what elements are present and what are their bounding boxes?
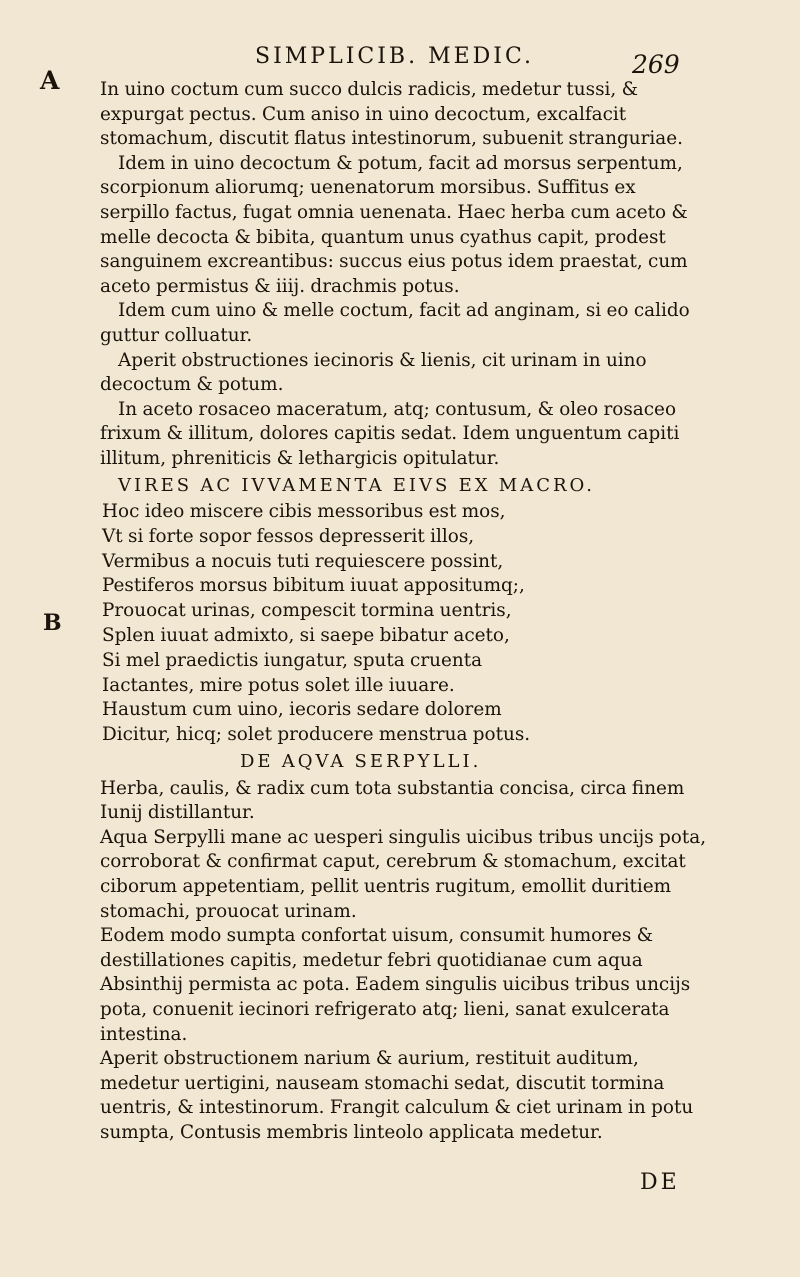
verse-line: Hoc ideo miscere cibis messoribus est mos,	[102, 501, 506, 523]
paragraph: Idem cum uino & melle coctum, facit ad anginam, si eo calido guttur colluatur.	[100, 300, 690, 346]
paragraph: In aceto rosaceo maceratum, atq; contusum, & oleo rosaceo frixum & illitum, dolores capitis sedat. Idem unguentum capiti illitum, phreniticis & lethargicis opitulatur.	[100, 398, 680, 469]
verse-line: Vt si forte sopor fessos depresserit illos,	[102, 525, 475, 547]
verse-line: Dicitur, hicq; solet producere menstrua potus.	[102, 724, 531, 746]
paragraph: Eodem modo sumpta confortat uisum, consumit humores & destillationes capitis, medetur febri quotidianae cum aqua Absinthij permista ac pota. Eadem singulis uicibus tribus uncijs pota, conuenit iecinori refrigerato atq; lieni, sanat exulcerata intestina.	[100, 925, 691, 1045]
paragraph: In uino coctum cum succo dulcis radicis, medetur tussi, & expurgat pectus. Cum aniso in uino decoctum, excalfacit stomachum, discutit flatus intestinorum, subuenit stranguriae.	[100, 79, 683, 150]
margin-letter-a: A	[40, 66, 60, 95]
verse-block	[100, 500, 710, 748]
verse-line: Iactantes, mire potus solet ille iuuare.	[102, 674, 455, 696]
section-heading: VIRES AC IVVAMENTA EIVS EX MACRO.	[118, 474, 595, 496]
section-heading: DE AQVA SERPYLLI.	[240, 751, 482, 773]
verse-line: Vermibus a nocuis tuti requiescere possint,	[102, 550, 504, 572]
paragraph: Herba, caulis, & radix cum tota substantia concisa, circa finem Iunij distillantur.	[100, 777, 685, 824]
paragraph: Aqua Serpylli mane ac uesperi singulis uicibus tribus uncijs pota, corroborat & confirmat caput, cerebrum & stomachum, excitat ciborum appetentiam, pellit uentris rugitum, emollit duritiem stomachi, prouocat urinam.	[100, 826, 707, 922]
verse-line: Splen iuuat admixto, si saepe bibatur aceto,	[102, 625, 510, 647]
verse-line: Pestiferos morsus bibitum iuuat appositumq;,	[102, 575, 525, 597]
paragraph: Aperit obstructionem narium & aurium, restituit auditum, medetur uertigini, nauseam stomachi sedat, discutit tormina uentris, & intestinorum. Frangit calculum & ciet urinam in potu sumpta, Contusis membris linteolo applicata medetur.	[100, 1048, 694, 1143]
verse-line: Si mel praedictis iungatur, sputa cruenta	[102, 649, 483, 671]
verse-line: Prouocat urinas, compescit tormina uentris,	[102, 600, 512, 622]
catchword: DE	[640, 1170, 680, 1195]
running-head: SIMPLICIB. MEDIC.	[255, 44, 535, 69]
verse-line: Haustum cum uino, iecoris sedare dolorem	[102, 699, 502, 721]
paragraph: Aperit obstructiones iecinoris & lienis, cit urinam in uino decoctum & potum.	[100, 349, 647, 396]
margin-letter-b: B	[43, 610, 62, 636]
page-number: 269	[632, 50, 680, 79]
paragraph: Idem in uino decoctum & potum, facit ad morsus serpentum, scorpionum aliorumq; uenenatorum morsibus. Suffitus ex serpillo factus, fugat omnia uenenata. Haec herba cum aceto & melle decocta & bibita, quantum unus cyathus capit, prodest sanguinem excreantibus: succus eius potus idem praestat, cum aceto permistus & iiij. drachmis potus.	[100, 152, 688, 297]
main-text	[100, 78, 710, 1146]
